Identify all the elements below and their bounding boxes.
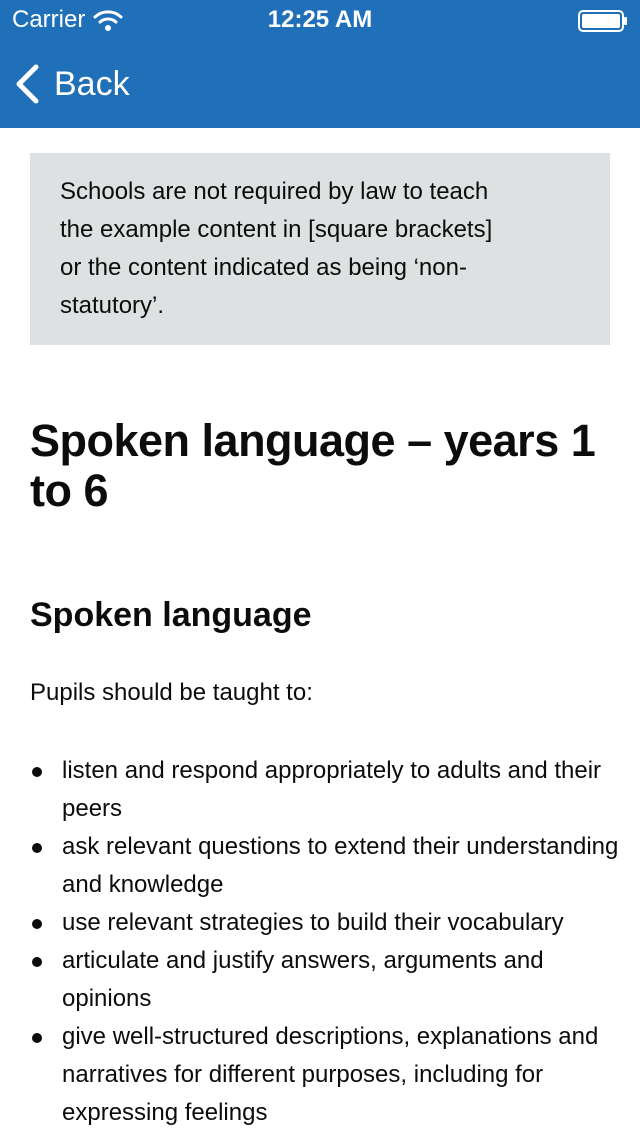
section-title: Spoken language (30, 596, 312, 634)
notice-box (30, 153, 610, 345)
battery-icon (578, 10, 628, 32)
back-label: Back (54, 65, 130, 103)
bullet-list (30, 752, 630, 1132)
bullet-icon (32, 843, 42, 853)
chevron-left-icon (14, 64, 40, 104)
intro-text: Pupils should be taught to: (30, 679, 313, 706)
bullet-icon (32, 957, 42, 967)
navigation-bar (0, 40, 640, 128)
list-item (30, 752, 630, 828)
list-item (30, 904, 630, 942)
back-button[interactable] (14, 62, 130, 106)
status-bar (0, 0, 640, 40)
list-item-text: articulate and justify answers, arguments and opinions (62, 947, 544, 1012)
carrier-label: Carrier (12, 6, 86, 33)
list-item (30, 942, 630, 1018)
app-header (0, 0, 640, 128)
status-time: 12:25 AM (267, 6, 373, 33)
list-item-text: use relevant strategies to build their vocabulary (62, 909, 564, 936)
bullet-icon (32, 1033, 42, 1043)
list-item-text: ask relevant questions to extend their understanding and knowledge (62, 833, 619, 898)
page-content (0, 128, 640, 1136)
list-item-text: listen and respond appropriately to adults and their peers (62, 757, 602, 822)
list-item (30, 828, 630, 904)
notice-text: Schools are not required by law to teach the example content in [square brackets] or the content indicated as being ‘non-statutory’. (60, 178, 493, 319)
bullet-icon (32, 919, 42, 929)
bullet-icon (32, 767, 42, 777)
page-title: Spoken language – years 1 to 6 (30, 415, 596, 516)
list-item-text: give well-structured descriptions, explanations and narratives for different purposes, including for expressing feelings (62, 1023, 599, 1126)
list-item (30, 1018, 630, 1132)
